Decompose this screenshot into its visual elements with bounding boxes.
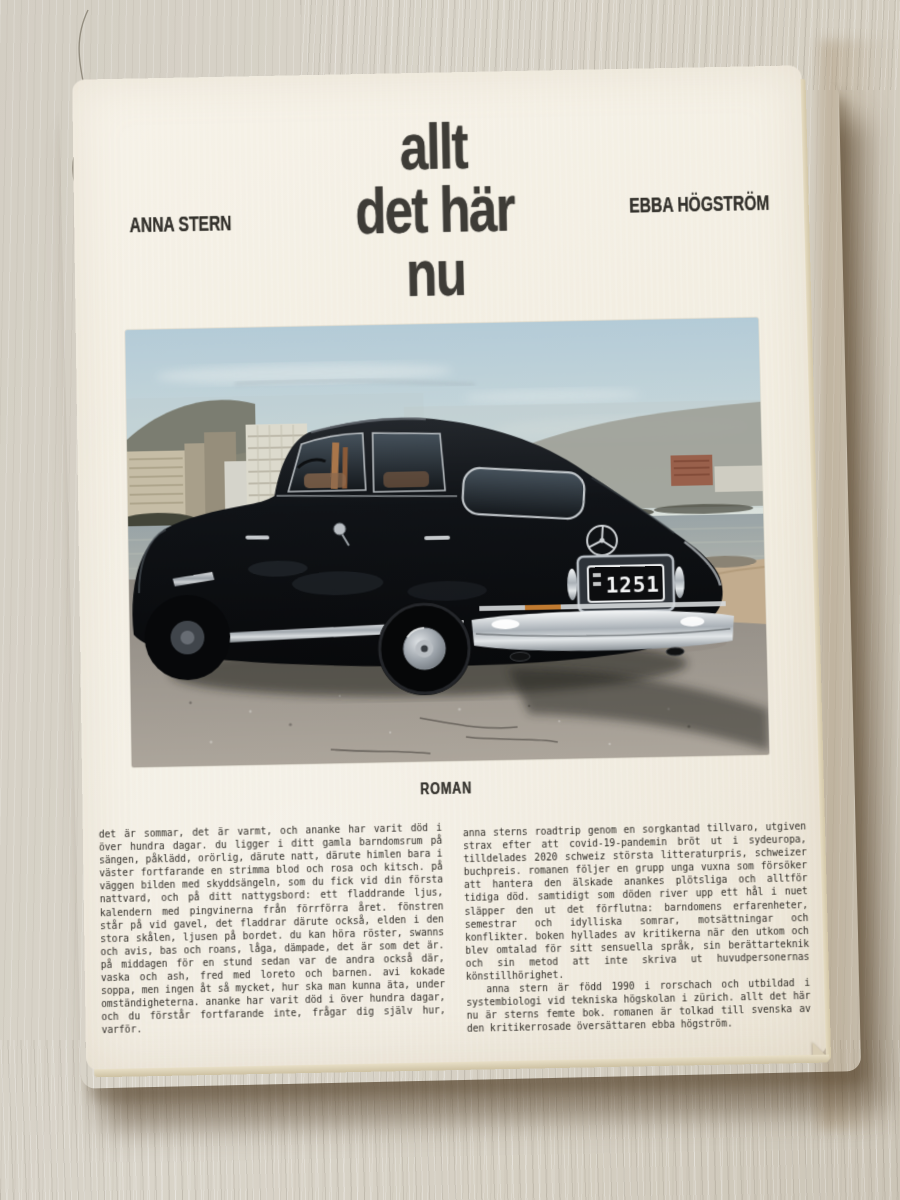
book-title xyxy=(152,110,718,311)
book-cover xyxy=(72,65,827,1070)
door-handle xyxy=(424,536,450,540)
title-line-3: nu xyxy=(405,236,467,310)
cover-photo xyxy=(125,318,769,768)
excerpt-paragraph: det är sommar, det är varmt, och ananke har varit död i över hundra dagar. du ligger i ditt gamla barndomsrum på sängen, påklädd, orörlig, därute natt, därute himlen bara i väster fortfarande en strimma blod och rosa och kitsch. på väggen bilden med skyddsängeln, som du fick vid din första nattvard, och på ditt nattygsbord: ett fladdrande ljus, kalendern med pingvinerna från förrförra året. fönstren står på vid gavel, det fladdrar därute också, elden i den stora skålen, ljusen på bordet. du kan höra röster, swanns och avis, bas och roans, låga, dämpade, det är som det är. på middagen för en stund sedan var de andra också där, vaska och ash, fred med loreto och barnen. avi kokade soppa, men ingen åt så mycket, hur ska man kunna äta, under omständigheterna. ananke har varit död i över hundra dagar, och du förstår fortfarande inte, frågar dig själv hur, varför. xyxy=(98,822,446,1037)
translator-name: EBBA HÖGSTRÖM xyxy=(628,190,770,218)
author-bio-paragraph: anna stern är född 1990 i rorschach och utbildad i systembiologi vid tekniska högskolan i zürich. allt det här nu är sterns femte bok. romanen är tolkad till svenska av den kritikerrosade översättaren ebba högström. xyxy=(466,978,811,1036)
excerpt-column xyxy=(99,822,446,1044)
blurb-paragraph: anna sterns roadtrip genom en sorgkantad tillvaro, utgiven strax efter att covid-19-pandemin bröt ut i sydeuropa, tilldelades 2020 schweiz största litteraturpris, schweizer buchpreis. romanen följer en grupp unga vuxna som försöker att hantera den älskade anankes plötsliga och alltför tidiga död. samtidigt som döden river upp ett hål i nuet släpper den ut det förflutna: barndomens erfarenheter, semestrar och idylliska somrar, motsättningar och konflikter. boken hyllades av kritikerna när den utkom och blev omtalad för sitt sensuella språk, sin berättarteknik och sin metod att inte skriva ut huvudpersonernas könstillhörighet. xyxy=(462,821,810,983)
author-name: ANNA STERN xyxy=(129,210,232,238)
rear-window xyxy=(462,467,585,519)
genre-label: ROMAN xyxy=(420,778,473,799)
back-cover-text xyxy=(99,815,812,1044)
door-handle xyxy=(245,535,269,539)
title-line-1: allt xyxy=(398,109,468,184)
dog-ear-corner xyxy=(813,1043,828,1058)
blurb-column xyxy=(463,815,812,1037)
exhaust-pipe xyxy=(666,647,684,655)
car-photo-illustration xyxy=(125,318,769,768)
exhaust-pipe xyxy=(510,652,530,661)
title-line-2: det här xyxy=(354,172,515,248)
mercedes-star-icon xyxy=(586,525,617,556)
license-plate-number: 1251 xyxy=(605,572,661,598)
